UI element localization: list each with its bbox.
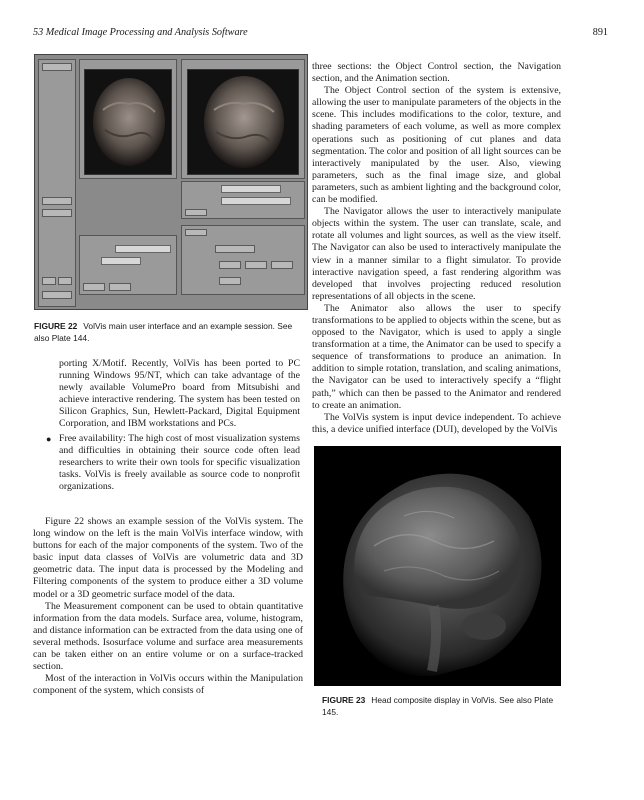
paragraph: The Measurement component can be used to obtain quantitative information from the data models. Surface area, volume, histogram, and distance information can be extracted from the data using one of several methods. Isosurface volume and surface area measurements can be taken either on an entire volume or on a surface-tracked section.	[33, 600, 303, 673]
paragraph: three sections: the Object Control section, the Navigation section, and the Animation section.	[312, 61, 561, 85]
right-column-body	[312, 61, 561, 436]
running-header	[33, 27, 608, 43]
volvis-field	[221, 185, 281, 193]
volvis-tool-button	[42, 197, 72, 205]
head-rendering-shape	[204, 76, 284, 168]
volvis-tool-button	[219, 277, 241, 285]
bullet-2-text: Free availability: The high cost of most visualization systems and difficulties in obtaining their source code often lead researchers to write their own tools for specific visualization tasks. VolVis is freely available as source code to nonprofit organizations.	[59, 432, 300, 492]
left-column-body	[33, 516, 303, 697]
figure-22-caption	[34, 320, 304, 344]
volvis-tool-button	[42, 209, 72, 217]
paragraph: The VolVis system is input device independent. To achieve this, a device unified interface (DUI), developed by the VolVis	[312, 411, 561, 435]
head-rendering-shape	[93, 78, 165, 166]
volvis-tool-button	[83, 283, 105, 291]
paragraph: The Navigator allows the user to interactively manipulate objects within the system. The user can translate, scale, and rotate all volumes and light sources, as well as the view itself. The Navigator can also be used to interactively manipulate the view in a manner similar to a flight simulator. To provide interactive navigation speed, a fast rendering algorithm was developed that involves projecting reduced resolution representations of all objects in the scene.	[312, 206, 561, 302]
figure-23-label: FIGURE 23	[322, 695, 366, 705]
paragraph: The Object Control section of the system is extensive, allowing the user to manipulate parameters of the objects in the scene. This includes modifications to the color, texture, and shading parameters of each volume, as well as more complex operations such as positioning of cut planes and data segmentation. The color and position of all light sources can be interactively manipulated by the user. Also, viewing parameters, such as the final image size, and global parameters, such as ambient lighting and the background color, can be modified.	[312, 85, 561, 206]
figure-23-head-composite-image	[314, 446, 561, 686]
volvis-tool-button	[58, 277, 72, 285]
volvis-tool-button	[42, 277, 56, 285]
volvis-render-view-1	[84, 69, 172, 175]
volvis-tool-button	[42, 63, 72, 71]
list-item	[44, 433, 300, 493]
figure-23-caption-text: Head composite display in VolVis. See also Plate 145.	[322, 695, 554, 717]
volvis-tool-button	[185, 209, 207, 216]
volvis-field	[221, 197, 291, 205]
paragraph: The Animator also allows the user to specify transformations to be applied to objects within the scene, but as opposed to the Navigator, which is used to apply a single transformation at a time, the Animator can be used to specify a sequence of transformations to produce an animation. In addition to simple rotation, translation, and scaling animations, the Navigator can be used to interactively specify a “flight path,” which can then be passed to the Animator and rendered to create an animation.	[312, 302, 561, 411]
paragraph: Figure 22 shows an example session of the VolVis system. The long window on the left is the main VolVis interface window, with buttons for each of the major components of the system. Two of the basic input data classes of VolVis are volumetric data and 3D geometric data. The input data is processed by the Modeling and Filtering components of the system to produce either a 3D volume model or a 3D geometric surface model of the data.	[33, 516, 303, 600]
cerebellum-shape	[462, 612, 506, 640]
volvis-tool-button	[215, 245, 255, 253]
bullet-list	[44, 358, 300, 493]
figure-23-caption	[322, 694, 562, 718]
volvis-render-view-2	[187, 69, 299, 175]
volvis-tool-button	[185, 229, 207, 236]
figure-22-label: FIGURE 22	[34, 321, 78, 331]
volvis-tool-button	[219, 261, 241, 269]
volvis-tool-button	[271, 261, 293, 269]
figure-22-volvis-interface-image	[34, 54, 308, 310]
volvis-field	[115, 245, 171, 253]
volvis-tool-button	[245, 261, 267, 269]
figure-22-caption-text: VolVis main user interface and an example session. See also Plate 144.	[34, 321, 293, 343]
volvis-field	[101, 257, 141, 265]
page-number: 891	[592, 27, 608, 38]
running-title: 53 Medical Image Processing and Analysis Software	[33, 27, 248, 38]
volvis-tool-button	[42, 291, 72, 299]
paragraph: Most of the interaction in VolVis occurs within the Manipulation component of the system, which consists of	[33, 673, 303, 697]
volvis-tool-button	[109, 283, 131, 291]
bullet-icon: ●	[46, 433, 52, 444]
bullet-1-continuation: porting X/Motif. Recently, VolVis has been ported to PC running Windows 95/NT, which can take advantage of the newly available VolumePro board from Mitsubishi and achieve interactive rendering. The system has been tested on Silicon Graphics, Sun, Hewlett-Packard, Digital Equipment Corporation, and IBM workstations and PCs.	[59, 358, 300, 430]
volvis-main-window-panel	[38, 59, 76, 307]
